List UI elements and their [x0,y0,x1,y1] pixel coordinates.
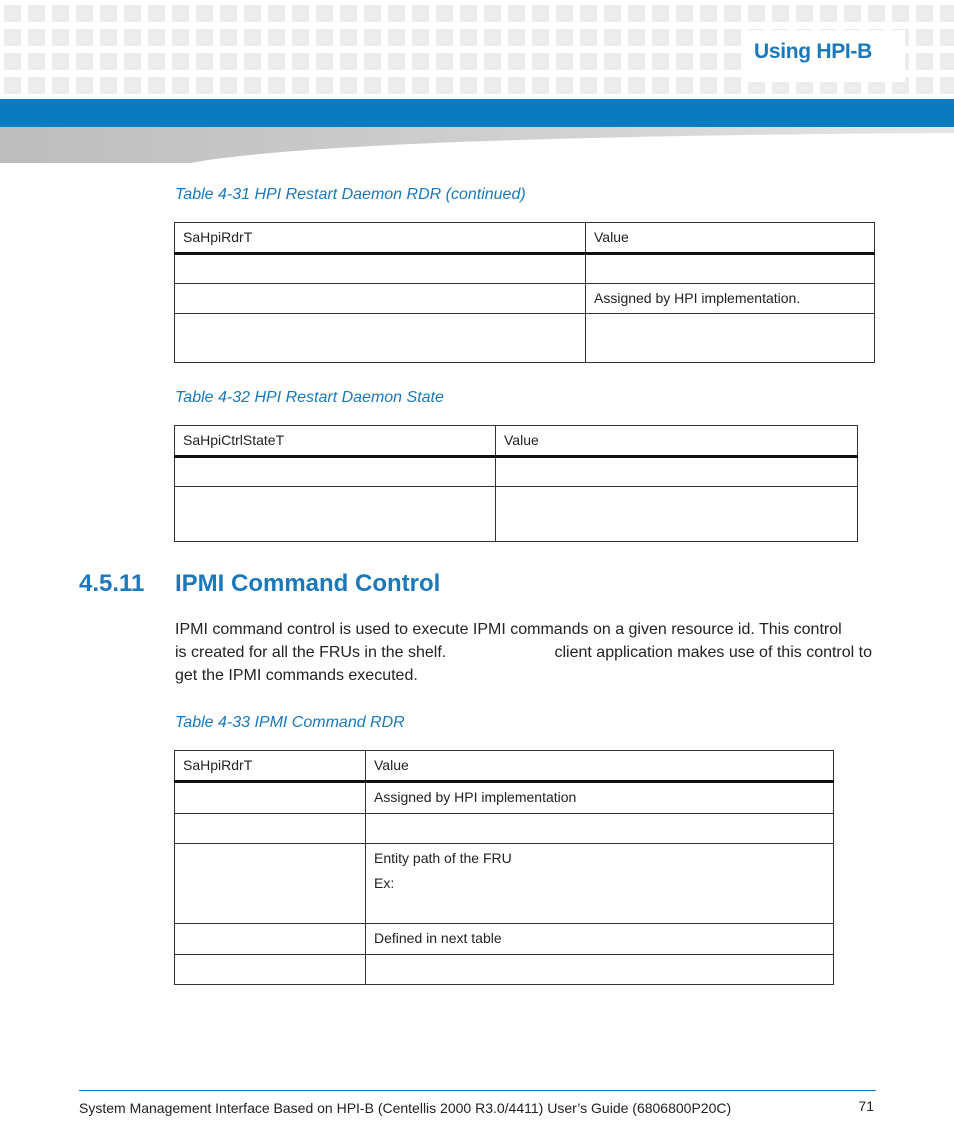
column-header: SaHpiRdrT [175,223,586,254]
table-33-caption: Table 4-33 IPMI Command RDR [175,714,405,731]
table-cell: Defined in next table [366,924,834,955]
table-row [175,254,875,284]
body-line: get the IPMI commands executed. [175,667,418,684]
column-header: Value [586,223,875,254]
table-header-row [175,751,834,782]
column-header: SaHpiRdrT [175,751,366,782]
table-row [175,814,834,844]
table-32-caption: Table 4-32 HPI Restart Daemon State [175,389,444,406]
table-cell [175,814,366,844]
table-row [175,314,875,363]
table-cell [175,314,586,363]
section-body-paragraph [175,618,872,687]
table-cell [175,457,496,487]
table-cell [175,844,366,924]
table-row [175,844,834,924]
table-row [175,457,858,487]
footer-rule [79,1090,876,1091]
body-line-part: is created for all the FRUs in the shelf. [175,644,447,661]
table-cell [175,254,586,284]
table-cell: Entity path of the FRU Ex: [366,844,834,924]
column-header: SaHpiCtrlStateT [175,426,496,457]
table-cell [366,814,834,844]
running-header-title: Using HPI-B [753,40,872,63]
table-31 [174,222,875,363]
page-number: 71 [858,1098,874,1114]
table-row [175,924,834,955]
table-cell [366,955,834,985]
table-row [175,284,875,314]
table-cell: Assigned by HPI implementation [366,782,834,814]
column-header: Value [366,751,834,782]
footer-document-title: System Management Interface Based on HPI-B (Centellis 2000 R3.0/4411) User’s Guide (6806800P20C) [79,1100,732,1116]
table-row [175,782,834,814]
table-33 [174,750,834,985]
table-cell [175,782,366,814]
header-blue-band [0,99,954,127]
table-31-caption: Table 4-31 HPI Restart Daemon RDR (continued) [175,186,526,203]
table-header-row [175,426,858,457]
table-cell [175,284,586,314]
column-header: Value [496,426,858,457]
header-gray-swoosh [0,127,954,163]
section-number: 4.5.11 [79,570,145,597]
table-cell [175,924,366,955]
body-line [175,641,872,664]
table-cell [496,487,858,542]
section-title: IPMI Command Control [175,570,441,597]
table-cell [175,955,366,985]
table-cell [586,314,875,363]
table-row [175,955,834,985]
table-cell: Assigned by HPI implementation. [586,284,875,314]
body-line-part: client application makes use of this control to [554,644,872,661]
table-cell [496,457,858,487]
table-32 [174,425,858,542]
table-cell [586,254,875,284]
table-row [175,487,858,542]
table-header-row [175,223,875,254]
section-heading [79,570,440,598]
table-cell [175,487,496,542]
body-line: IPMI command control is used to execute IPMI commands on a given resource id. This control [175,621,842,638]
